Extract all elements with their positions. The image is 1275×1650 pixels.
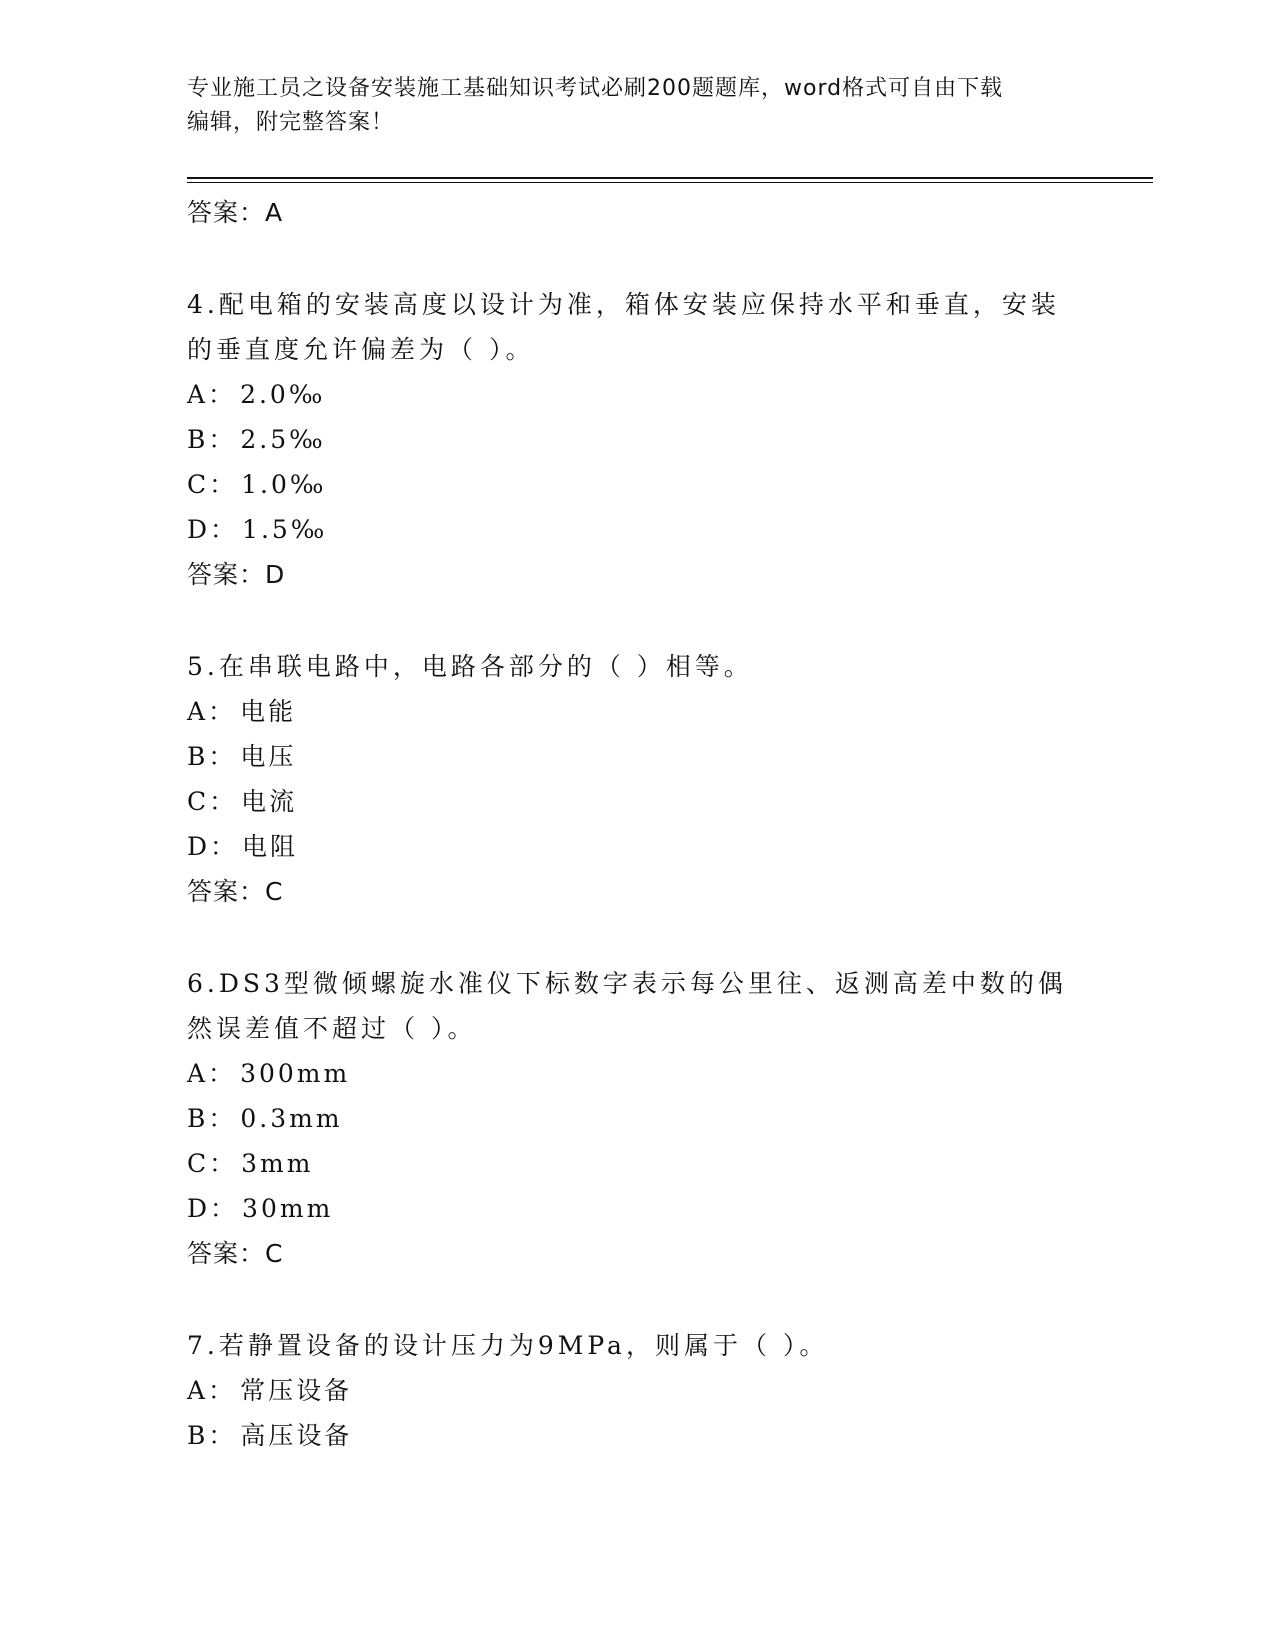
spacer — [187, 914, 1087, 961]
question-text: 4.配电箱的安装高度以设计为准，箱体安装应保持水平和垂直，安装的垂直度允许偏差为（ ）。 — [187, 290, 1060, 364]
option-label: A： — [187, 1376, 237, 1405]
option-text: 3mm — [241, 1149, 314, 1178]
option-label: C： — [187, 787, 238, 816]
option-item — [187, 372, 1087, 417]
option-text: 2.5‰ — [240, 425, 326, 454]
option-item — [187, 779, 1087, 824]
option-text: 1.0‰ — [241, 470, 327, 499]
document-header — [187, 72, 1067, 140]
spacer — [187, 235, 1087, 282]
question-block — [187, 282, 1087, 597]
question-block — [187, 644, 1087, 914]
answer-line: 答案：C — [187, 1239, 284, 1268]
answer-line: 答案：A — [187, 198, 284, 227]
option-item — [187, 1413, 1087, 1458]
spacer — [187, 1276, 1087, 1323]
option-label: B： — [187, 1104, 237, 1133]
option-label: D： — [187, 832, 239, 861]
option-item — [187, 689, 1087, 734]
option-item — [187, 824, 1087, 869]
header-title-line1: 专业施工员之设备安装施工基础知识考试必刷200题题库，word格式可自由下载 — [187, 76, 1004, 101]
question-block — [187, 961, 1087, 1276]
option-item — [187, 462, 1087, 507]
option-label: A： — [187, 380, 237, 409]
option-item — [187, 507, 1087, 552]
option-item — [187, 417, 1087, 462]
header-title-line2: 编辑，附完整答案！ — [187, 110, 395, 135]
option-label: B： — [187, 742, 237, 771]
option-text: 0.3mm — [240, 1104, 343, 1133]
answer-line: 答案：C — [187, 877, 284, 906]
question-text: 5.在串联电路中，电路各部分的（ ）相等。 — [187, 652, 753, 681]
option-label: A： — [187, 697, 237, 726]
option-label: C： — [187, 1149, 238, 1178]
option-item — [187, 1368, 1087, 1413]
question-block — [187, 1323, 1087, 1458]
option-item — [187, 1141, 1087, 1186]
spacer — [187, 597, 1087, 644]
option-label: D： — [187, 515, 239, 544]
option-text: 高压设备 — [240, 1421, 353, 1450]
option-text: 1.5‰ — [242, 515, 328, 544]
option-text: 30mm — [242, 1194, 334, 1223]
question-text: 7.若静置设备的设计压力为9MPa，则属于（ ）。 — [187, 1331, 829, 1360]
option-text: 电压 — [240, 742, 297, 771]
header-divider-thin — [187, 182, 1153, 183]
question-list — [187, 190, 1087, 1458]
question-text: 6.DS3型微倾螺旋水准仪下标数字表示每公里往、返测高差中数的偶然误差值不超过（ ）。 — [187, 969, 1067, 1043]
option-item — [187, 1186, 1087, 1231]
option-label: A： — [187, 1059, 237, 1088]
option-text: 常压设备 — [240, 1376, 353, 1405]
answer-line: 答案：D — [187, 560, 286, 589]
option-item — [187, 1051, 1087, 1096]
header-divider-thick — [187, 177, 1153, 179]
option-text: 2.0‰ — [240, 380, 326, 409]
option-label: C： — [187, 470, 238, 499]
option-text: 电阻 — [242, 832, 299, 861]
option-item — [187, 734, 1087, 779]
option-item — [187, 1096, 1087, 1141]
option-label: B： — [187, 1421, 237, 1450]
option-text: 电能 — [240, 697, 297, 726]
option-text: 300mm — [240, 1059, 351, 1088]
option-text: 电流 — [241, 787, 298, 816]
option-label: B： — [187, 425, 237, 454]
option-label: D： — [187, 1194, 239, 1223]
